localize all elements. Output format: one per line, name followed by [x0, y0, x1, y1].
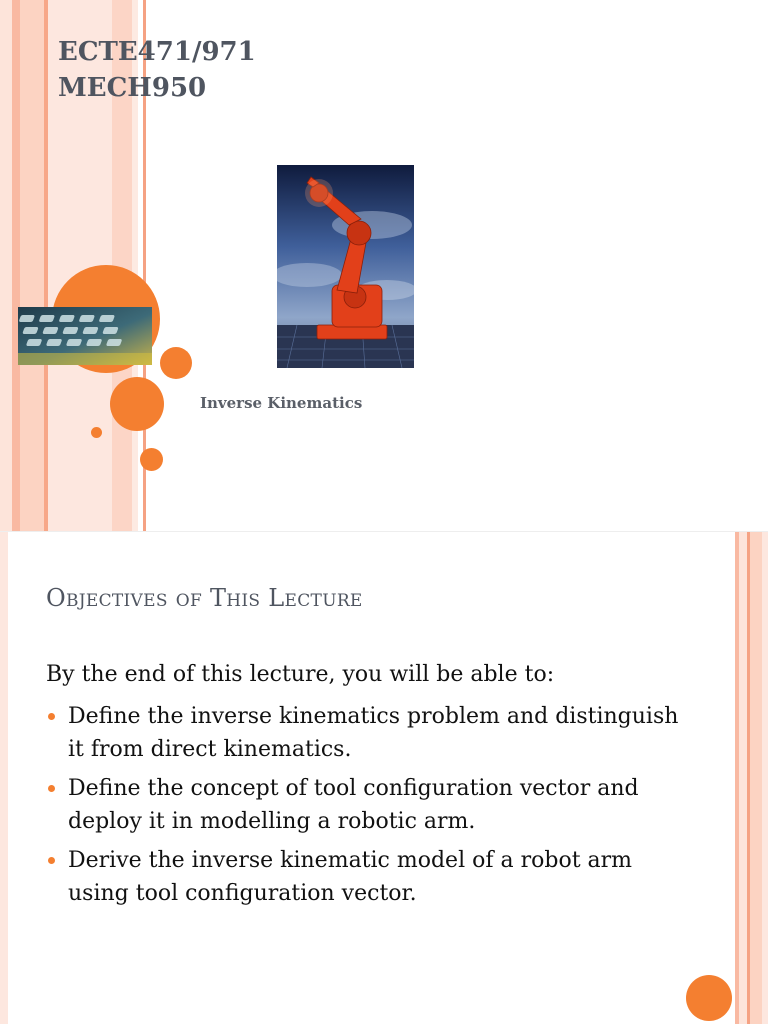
bullet-icon [48, 713, 55, 720]
decor-stripe [0, 0, 12, 532]
list-item [46, 844, 686, 910]
slide-title: Objectives of This Lecture [46, 584, 363, 612]
objective-text: Define the concept of tool configuration vector and deploy it in modelling a robotic arm. [68, 776, 639, 834]
bullet-icon [48, 785, 55, 792]
intro-text: By the end of this lecture, you will be able to: [46, 662, 555, 687]
decor-stripe [739, 532, 747, 1024]
decor-stripe [762, 532, 768, 1024]
bullet-icon [48, 857, 55, 864]
decor-stripe [12, 0, 20, 532]
decor-stripe [0, 532, 8, 1024]
decor-stripe [750, 532, 762, 1024]
slide-subtitle: Inverse Kinematics [200, 394, 363, 412]
list-item [46, 772, 686, 838]
course-code-line: ECTE471/971 [58, 37, 256, 67]
course-code-title [58, 34, 256, 106]
objective-text: Derive the inverse kinematic model of a robot arm using tool configuration vector. [68, 848, 633, 906]
decor-circle [140, 448, 163, 471]
decor-circle [160, 347, 192, 379]
robot-arm-photo [277, 165, 414, 368]
decor-circle [110, 377, 164, 431]
decor-circle [686, 975, 732, 1021]
list-item [46, 700, 686, 766]
objective-text: Define the inverse kinematics problem and distinguish it from direct kinematics. [68, 704, 679, 762]
objectives-list [46, 700, 686, 916]
course-code-line: MECH950 [58, 73, 207, 103]
decor-stripe [20, 0, 44, 532]
keypad-photo [18, 307, 152, 365]
objectives-slide [0, 532, 768, 1024]
decor-circle [91, 427, 102, 438]
